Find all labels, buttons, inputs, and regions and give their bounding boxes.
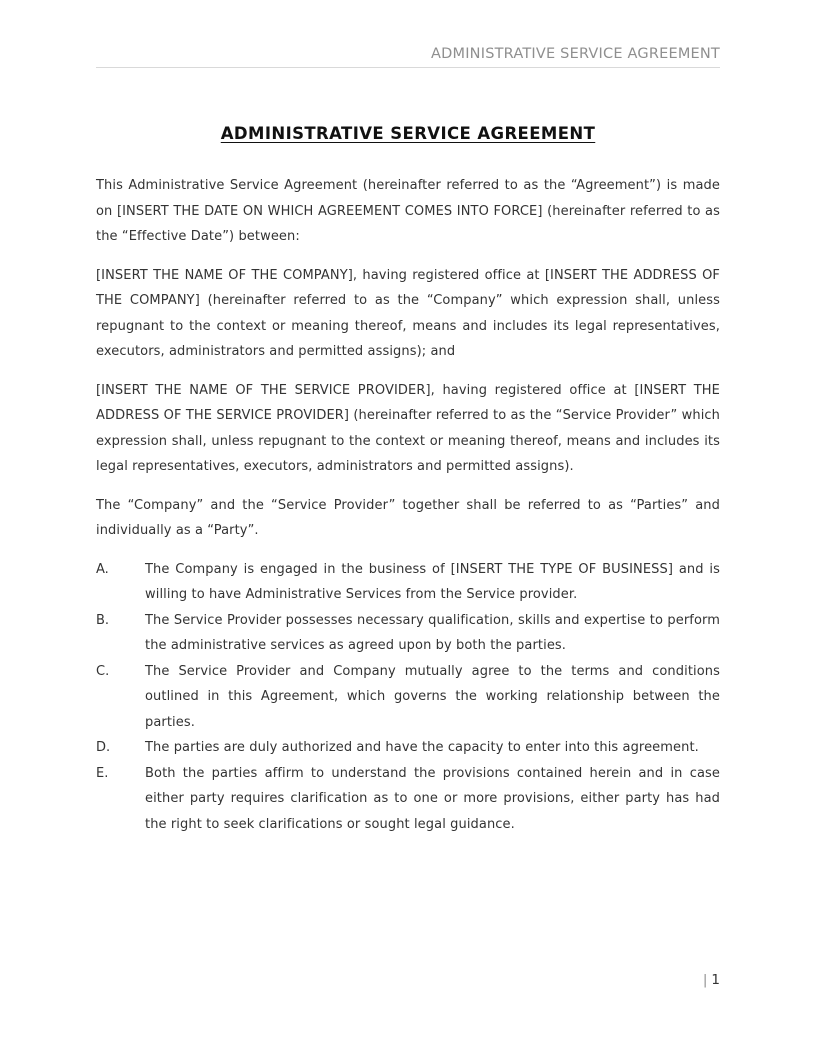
recital-item-d: [96, 735, 720, 761]
recital-marker: D.: [96, 740, 111, 755]
document-title: ADMINISTRATIVE SERVICE AGREEMENT: [220, 124, 596, 143]
header-running-title: ADMINISTRATIVE SERVICE AGREEMENT: [431, 46, 720, 62]
page-header: [96, 46, 720, 68]
recital-text: The parties are duly authorized and have the capacity to enter into this agreement.: [145, 740, 699, 755]
recital-text: The Service Provider and Company mutually agree to the terms and conditions outlined in this Agreement, which governs the working relationship between the parties.: [145, 663, 720, 730]
intro-paragraph: This Administrative Service Agreement (hereinafter referred to as the “Agreement”) is made on [INSERT THE DATE ON WHICH AGREEMENT COMES INTO FORCE] (hereinafter referred to as the “Effective Date”) between:: [96, 178, 720, 244]
recital-text: The Company is engaged in the business of [INSERT THE TYPE OF BUSINESS] and is willing to have Administrative Services from the Service provider.: [145, 561, 720, 602]
recital-text: The Service Provider possesses necessary qualification, skills and expertise to perform the administrative services as agreed upon by both the parties.: [145, 612, 720, 653]
recitals-list: [96, 557, 720, 838]
recital-marker: B.: [96, 612, 110, 628]
parties-paragraph: The “Company” and the “Service Provider” together shall be referred to as “Parties” and individually as a “Party”.: [96, 497, 720, 538]
page-footer: [96, 972, 720, 988]
footer-separator: |: [702, 972, 708, 988]
recital-item-e: [96, 761, 720, 838]
recital-marker: A.: [96, 561, 109, 577]
recital-item-c: [96, 659, 720, 736]
service-provider-paragraph: [INSERT THE NAME OF THE SERVICE PROVIDER], having registered office at [INSERT THE ADDRESS OF THE SERVICE PROVIDER] (hereinafter referred to as the “Service Provider” which expression shall, unless repugnant to the context or meaning thereof, means and includes its legal representatives, executors, administrators and permitted assigns).: [96, 382, 720, 474]
recital-marker: E.: [96, 765, 109, 781]
page-number: 1: [711, 972, 720, 988]
company-paragraph: [INSERT THE NAME OF THE COMPANY], having registered office at [INSERT THE ADDRESS OF THE COMPANY] (hereinafter referred to as the “Company” which expression shall, unless repugnant to the context or meaning thereof, means and includes its legal representatives, executors, administrators and permitted assigns); and: [96, 267, 720, 359]
recital-item-a: [96, 557, 720, 608]
recital-item-b: [96, 608, 720, 659]
recital-marker: C.: [96, 663, 110, 679]
document-body: [96, 124, 720, 837]
recital-text: Both the parties affirm to understand the provisions contained herein and in case either party requires clarification as to one or more provisions, either party has had the right to seek clarifications or sought legal guidance.: [145, 765, 720, 832]
